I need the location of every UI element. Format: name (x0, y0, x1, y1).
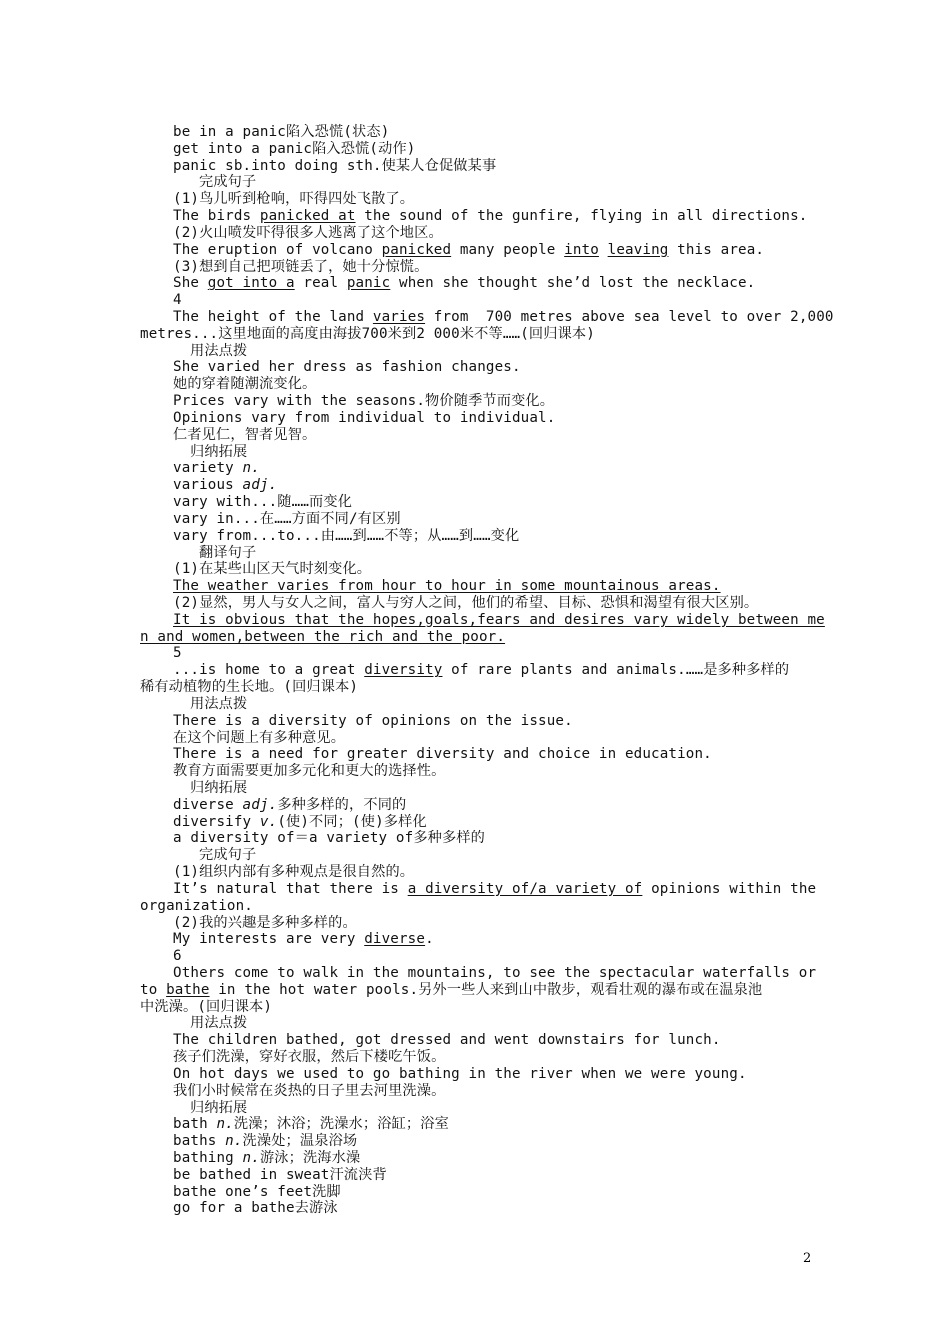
text-line (173, 141, 415, 158)
text-line (173, 746, 712, 763)
text-run: (2)火山喷发吓得很多人逃离了这个地区。 (173, 224, 443, 241)
underlined-answer: It is obvious that the hopes,goals,fears and desires vary widely between me (173, 611, 825, 628)
text-line (173, 1116, 449, 1133)
text-line (173, 763, 445, 780)
text-run: The height of the land (173, 309, 373, 326)
part-of-speech: n. (216, 1116, 234, 1133)
part-of-speech: n. (242, 460, 260, 477)
text-run: this area. (668, 241, 765, 258)
text-line (173, 931, 434, 948)
text-run: It’s natural that there is (173, 880, 408, 897)
text-run: vary from...to...由……到……不等；从……到……变化 (173, 527, 520, 544)
text-line (140, 898, 253, 915)
text-line (173, 427, 316, 444)
text-run: bathing (173, 1150, 243, 1167)
text-run: ...is home to a great (173, 662, 365, 679)
text-line (173, 1083, 445, 1100)
text-line (173, 881, 816, 898)
text-line (173, 965, 816, 982)
text-run: (2)显然，男人与女人之间，富人与穷人之间，他们的希望、目标、恐惧和渴望有很大区别。 (173, 594, 759, 611)
text-run: She (173, 275, 208, 292)
text-line (199, 174, 256, 191)
text-line (190, 1015, 247, 1032)
text-line (173, 393, 554, 410)
text-run: Prices vary with the seasons.物价随季节而变化。 (173, 393, 555, 410)
text-run: be bathed in sweat汗流浃背 (173, 1166, 387, 1183)
text-run: of rare plants and animals.……是多种多样的 (442, 662, 790, 679)
text-run: many people (451, 241, 565, 258)
text-run: Opinions vary from individual to individual. (173, 409, 556, 426)
text-line (173, 494, 352, 511)
text-run: 4 (173, 292, 182, 309)
text-line (173, 830, 485, 847)
text-line (173, 242, 764, 259)
text-line (140, 999, 272, 1016)
text-line (173, 1150, 360, 1167)
text-run: organization. (140, 897, 253, 914)
text-run: real (294, 275, 347, 292)
text-run: the sound of the gunfire, flying in all directions. (355, 208, 808, 225)
text-line (173, 1066, 747, 1083)
underlined-answer: panicked (381, 241, 452, 258)
text-run: 我们小时候常在炎热的日子里去河里洗澡。 (173, 1082, 446, 1099)
text-run: 完成句子 (199, 174, 257, 191)
text-run: vary with...随……而变化 (173, 494, 353, 511)
text-run: 5 (173, 645, 182, 662)
text-line (190, 696, 247, 713)
text-run: Others come to walk in the mountains, to see the spectacular waterfalls or (173, 965, 817, 981)
text-line (199, 545, 256, 562)
text-run: when she thought she’d lost the necklace. (390, 275, 756, 292)
text-line (173, 208, 808, 225)
text-line (173, 359, 521, 376)
text-run: panic sb.into doing sth.使某人仓促做某事 (173, 157, 497, 174)
text-line (173, 1167, 387, 1184)
text-line (190, 780, 247, 797)
text-line (173, 864, 414, 881)
page-number: 2 (803, 1251, 812, 1266)
text-line (140, 679, 358, 696)
text-run: from 700 metres above sea level to over 2,000 (425, 309, 834, 326)
text-line (173, 662, 789, 679)
text-run: 游泳；洗海水澡 (259, 1150, 361, 1167)
text-line (173, 528, 519, 545)
text-run: 洗澡处；温泉浴场 (242, 1133, 358, 1150)
text-run: bath (173, 1116, 217, 1133)
text-line (173, 191, 414, 208)
text-run: There is a diversity of opinions on the issue. (173, 712, 573, 729)
text-line (140, 629, 505, 646)
underlined-answer: panicked at (259, 208, 356, 225)
text-line (190, 444, 247, 461)
text-run: . (425, 931, 434, 948)
text-run: 在这个问题上有多种意见。 (173, 729, 346, 746)
text-run: diverse (173, 796, 243, 813)
part-of-speech: adj. (242, 477, 278, 494)
part-of-speech: adj. (242, 796, 278, 813)
text-run: On hot days we used to go bathing in the river when we were young. (173, 1065, 747, 1082)
text-line (173, 511, 401, 528)
text-line (173, 124, 389, 141)
text-line (173, 477, 277, 494)
text-line (190, 343, 247, 360)
text-run: She varied her dress as fashion changes. (173, 359, 521, 376)
text-line (173, 460, 260, 477)
text-line (173, 1184, 341, 1201)
text-run: 归纳拓展 (190, 443, 248, 460)
text-line (173, 797, 406, 814)
text-run: get into a panic陷入恐慌(动作) (173, 140, 416, 157)
text-line (190, 1100, 247, 1117)
underlined-answer: panic (346, 275, 391, 292)
text-run: in the hot water pools.另外一些人来到山中散步，观看壮观的瀑布或在温泉池 (209, 981, 763, 998)
text-run: (2)我的兴趣是多种多样的。 (173, 914, 357, 931)
text-run: various (173, 477, 243, 494)
text-run: (1)在某些山区天气时刻变化。 (173, 561, 372, 578)
text-run: 完成句子 (199, 847, 257, 864)
text-run: The children bathed, got dressed and went downstairs for lunch. (173, 1032, 721, 1049)
underlined-answer: got into a (207, 275, 295, 292)
text-line (173, 730, 345, 747)
text-line (173, 410, 555, 427)
text-run: bathe one’s feet洗脚 (173, 1183, 341, 1200)
text-run: 6 (173, 948, 182, 965)
text-line (173, 1200, 338, 1217)
text-run: 用法点拨 (190, 342, 248, 359)
text-run: 仁者见仁，智者见智。 (173, 426, 317, 443)
text-run: 孩子们洗澡，穿好衣服，然后下楼吃午饭。 (173, 1049, 446, 1066)
text-run: diversify (173, 813, 260, 830)
underlined-answer: varies (372, 309, 426, 326)
text-line (173, 814, 427, 831)
text-run: 稀有动植物的生长地。(回归课本) (140, 679, 359, 696)
text-run: (1)鸟儿听到枪响，吓得四处飞散了。 (173, 191, 415, 208)
text-line (173, 309, 834, 326)
text-run: vary in...在……方面不同/有区别 (173, 510, 401, 527)
text-line (173, 645, 182, 662)
underlined-answer: diversity (364, 662, 443, 679)
underlined-answer: The weather varies from hour to hour in some mountainous areas. (173, 578, 721, 595)
text-line (199, 847, 256, 864)
text-line (173, 1049, 445, 1066)
text-line (173, 915, 357, 932)
text-run: 归纳拓展 (190, 1099, 248, 1116)
text-line (173, 578, 721, 595)
part-of-speech: v. (259, 813, 278, 830)
text-run: The eruption of volcano (173, 241, 382, 258)
text-run: (使)不同；(使)多样化 (277, 813, 427, 830)
text-run: 归纳拓展 (190, 779, 248, 796)
text-line (140, 982, 762, 999)
text-line (173, 158, 496, 175)
text-run: opinions within the (642, 880, 817, 897)
text-line (173, 225, 443, 242)
text-run: 多种多样的，不同的 (277, 796, 407, 813)
text-line (173, 595, 758, 612)
underlined-answer: into (564, 241, 599, 258)
text-run: (1)组织内部有多种观点是很自然的。 (173, 864, 415, 881)
underlined-answer: a diversity of/a variety of (407, 880, 643, 897)
text-run: go for a bathe去游泳 (173, 1200, 338, 1217)
text-run: variety (173, 460, 243, 477)
text-run (599, 242, 608, 258)
text-run: My interests are very (173, 931, 365, 948)
text-line (173, 561, 371, 578)
underlined-answer: diverse (364, 931, 426, 948)
underlined-answer: leaving (607, 241, 669, 258)
text-run: a diversity of＝a variety of多种多样的 (173, 830, 486, 847)
text-run: 中洗澡。(回归课本) (140, 998, 273, 1015)
underlined-answer: bathe (166, 981, 210, 998)
text-line (173, 948, 182, 965)
text-line (173, 1133, 357, 1150)
text-run: 用法点拨 (190, 1015, 248, 1032)
text-run: 洗澡；沐浴；洗澡水；浴缸；浴室 (233, 1116, 449, 1133)
text-line (173, 713, 573, 730)
text-run: to (140, 981, 167, 998)
text-run: There is a need for greater diversity and choice in education. (173, 746, 712, 763)
underlined-answer: n and women,between the rich and the poor. (140, 628, 506, 645)
text-run: baths (173, 1133, 226, 1150)
text-run: 翻译句子 (199, 544, 257, 561)
text-line (173, 259, 428, 276)
text-run: 教育方面需要更加多元化和更大的选择性。 (173, 763, 446, 780)
text-run: 她的穿着随潮流变化。 (173, 376, 317, 393)
part-of-speech: n. (242, 1150, 260, 1167)
text-line (173, 1032, 721, 1049)
text-line (173, 292, 182, 309)
text-line (173, 612, 825, 629)
text-run: (3)想到自己把项链丢了，她十分惊慌。 (173, 258, 429, 275)
text-line (173, 275, 755, 292)
text-run: The birds (173, 208, 260, 225)
text-run: 用法点拨 (190, 695, 248, 712)
text-run: metres...这里地面的高度由海拔700米到2 000米不等……(回归课本) (140, 325, 595, 342)
text-line (173, 376, 316, 393)
part-of-speech: n. (225, 1133, 243, 1150)
text-run: be in a panic陷入恐慌(状态) (173, 124, 390, 140)
text-line (140, 326, 595, 343)
